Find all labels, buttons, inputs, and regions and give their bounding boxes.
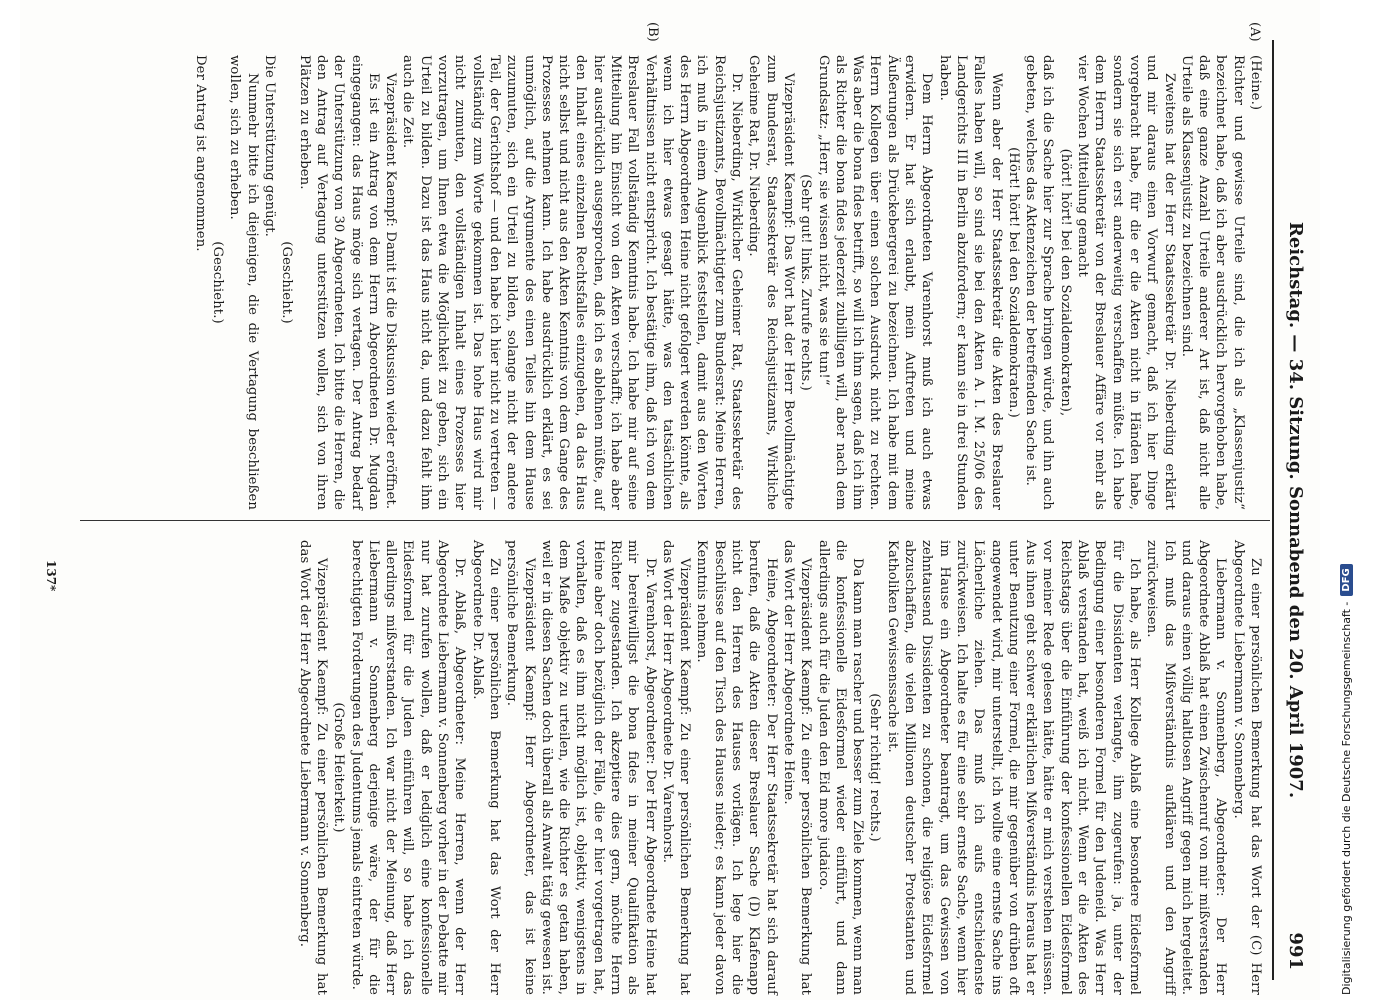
left-column [192,55,1264,510]
left-column-paragraph: (Geschieht.) [279,241,295,324]
right-column-paragraph: Liebermann v. Sonnenberg, Abgeordneter: Der Herr Abgeordnete Ablaß hat einen Zwischenruf von mir mißverstanden und daraus einen völlig haltlosen Angriff gegen mich hergeleitet. Ich muß das Mißverständnis aufklären und den Angriff zurückweisen. [1144,540,1229,995]
left-column-paragraph: (hört! hört! bei den Sozialdemokraten), [1057,148,1073,417]
margin-mark-b: (B) [645,22,660,42]
left-column-paragraph: Nunmehr bitte ich diejenigen, die die Vertagung beschließen wollen, sich zu erheben. [227,55,260,510]
left-column-paragraph: (Sehr gut! links. Zurufe rechts.) [798,174,814,391]
left-column-paragraph: Richter und gewisse Urteile sind, die ich als „Klassenjustiz“ bezeichnet habe, daß ich aber ausdrücklich hervorgehoben habe, daß eine ganze Anzahl Urteile anderer Art ist, daß nicht alle Urteile als Klassenjustiz zu bezeichnen sind. [1178,55,1246,510]
left-column-paragraph: Wenn aber der Herr Staatssekretär die Akten des Breslauer Falles haben will, so sind sie bei den Akten A. I. M. 25/06 des Landgerichts III in Berlin abzufordern; er kann sie in drei Stunden haben. [936,55,1004,510]
right-column-paragraph: Zu einer persönlichen Bemerkung hat das Wort der Herr Abgeordnete Dr. Ablaß. [469,540,502,995]
right-column-paragraph: Ich habe, als Herr Kollege Ablaß eine besondere Eidesformel für die Dissidenten verlangte, ihm zugerufen: ja, unter der Bedingung einer besonderen Formel für den Judeneid. Was Herr Ablaß verstanden hat, weiß ich nicht. Wenn er die Akten des Reichstags über die Einführung der konfessionellen Eidesformel vor meiner Rede gelesen hätte, hätte er mich verstehen müssen. Aus ihnen geht schwer erklärlichen Mißverständnis heraus hat er unter Benutzung einer Formel, die mir gegenüber von drüben oft angewendet wird, mir unterstellt, ich wollte eine ernste Sache ins Lächerliche ziehen. Das muß ich aufs entschiedenste zurückweisen. Ich halte es für eine sehr ernste Sache, wenn hier im Hause ein Abgeordneter beantragt, um das Gewissen von zehntausend Dissidenten zu schonen, die religiöse Eidesformel abzuschaffen, die vielen Millionen deutscher Protestanten und Katholiken Gewissenssache ist. [884,540,1142,995]
left-column-paragraph: (Hört! hört! bei den Sozialdemokraten.) [1005,147,1021,418]
digitization-text: Digitalisierung gefördert durch die Deutsche Forschungsgemeinschaft - [1340,601,1353,995]
right-column-paragraph: Dr. Ablaß, Abgeordneter: Meine Herren, wenn der Herr Abgeordnete Liebermann v. Sonnenberg vorher in der Debatte mir nur hat zurufen wollen, daß er lediglich eine konfessionelle Eidesformel für die Juden einführen will, so habe ich das allerdings mißverstanden. Ich war nicht der Meinung, daß Herr Liebermann v. Sonnenberg derjenige wäre, der für die berechtigten Forderungen des Judentums jemals eintreten würde. [348,540,468,995]
left-column-paragraph: Dem Herrn Abgeordneten Varenhorst muß ich auch etwas erwidern. Er hat sich erlaubt, mein Auftreten und meine Äußerungen als Drückebergerei zu bezeichnen. Ich habe mit dem Herrn Kollegen über einen solchen Ausdruck nicht zu rechten. Was aber die bona fides betrifft, so will ich ihm sagen, daß ich ihm als Richter die bona fides jederzeit zubilligen will, aber nach dem Grundsatz: „Herr, sie wissen nicht, was sie tun!“ [815,55,935,510]
page-header [1278,40,1306,980]
page-number: 991 [1285,932,1306,970]
right-column-paragraph: (Große Heiterkeit.) [331,702,347,833]
header-rule [1272,40,1274,980]
session-title: Reichstag. — 34. Sitzung. Sonnabend den 20. April 1907. [1285,221,1306,799]
column-divider [80,520,1270,521]
right-column-paragraph: (Sehr richtig! rechts.) [867,693,883,842]
sheet-signature: 137* [44,560,58,592]
left-column-paragraph: (Heine.) [1248,55,1263,111]
margin-mark-a: (A) [1247,22,1262,42]
right-column-paragraph: Vizepräsident Kaempf: Zu einer persönlichen Bemerkung hat das Wort der Herr Abgeordnete Heine. [780,540,814,995]
right-column [295,540,1264,995]
left-column-paragraph: Die Unterstützung genügt. [262,55,278,237]
right-column-paragraph: Da kann man rascher und besser zum Ziele kommen, wenn man die konfessionelle Eidesformel wieder einführt, und dann allerdings auch für die Juden den Eid more judaico. [815,540,866,995]
left-column-paragraph: Vizepräsident Kaempf: Das Wort hat der Herr Bevollmächtigte zum Bundesrat, Staatssekretär des Reichsjustizamts, Wirkliche Geheime Rat, Dr. Nieberding. [746,55,796,510]
dfg-logo-icon: DFG [1340,564,1353,595]
left-column-paragraph: daß ich die Sache hier zur Sprache bringen würde, und ihn auch gebeten, welches das Aktenzeichen der betreffenden Sache ist. [1023,55,1056,510]
right-column-paragraph: Vizepräsident Kaempf: Zu einer persönlichen Bemerkung hat das Wort der Herr Abgeordnete Dr. Varenhorst. [659,540,693,995]
right-column-paragraph: Dr. Varenhorst, Abgeordneter: Der Herr Abgeordnete Heine hat mir bereitwilligst die bona fides in meiner Qualifikation als Richter zugestanden. Ich akzeptiere dies gern, möchte Herrn Heine aber doch bezüglich der Fälle, die er hier vorgetragen hat, vorhalten, daß es ihm nicht möglich ist, objektiv, wenigstens in dem Maße objektiv zu urteilen, wie die Richter es getan haben, weil er in diesen Sachen doch überall als Anwalt tätig gewesen ist. [538,540,658,995]
left-column-paragraph: Zweitens hat der Herr Staatssekretär Dr. Nieberding erklärt und mir daraus einen Vorwurf gemacht, daß ich hier Dinge vorgebracht habe, für die er die Akten nicht in Händen habe, sondern sie sich erst anderweitig verschaffen müßte. Ich habe dem Herrn Staatssekretär von der Breslauer Affäre vor mehr als vier Wochen Mitteilung gemacht [1075,55,1177,510]
right-column-paragraph: Zu einer persönlichen Bemerkung hat das Wort der (C) Herr Abgeordnete Liebermann v. Sonnenberg. [1230,540,1263,995]
right-column-paragraph: Vizepräsident Kaempf: Herr Abgeordneter, das ist keine persönliche Bemerkung. [504,540,537,995]
document-page [20,0,1320,1000]
right-column-paragraph: Vizepräsident Kaempf: Zu einer persönlichen Bemerkung hat das Wort der Herr Abgeordnete Liebermann v. Sonnenberg. [296,540,329,995]
left-column-paragraph: Es ist ein Antrag von dem Herrn Abgeordneten Dr. Mugdan eingegangen: das Haus möge sich vertagen. Der Antrag bedarf der Unterstützung von 30 Abgeordneten. Ich bitte die Herren, die den Antrag auf Vertagung unterstützen wollen, sich von ihren Plätzen zu erheben. [296,55,381,510]
right-column-paragraph: Heine, Abgeordneter: Der Herr Staatssekretär hat sich darauf berufen, daß die Akten dieser Breslauer Sache (D) Klafenapp nicht den Herren des Hauses vorlägen. Ich lege hier die Beschlüsse auf den Tisch des Hauses nieder; es kann jeder davon Kenntnis nehmen. [694,540,779,995]
left-column-paragraph: Der Antrag ist angenommen. [192,55,208,252]
left-column-paragraph: Dr. Nieberding, Wirklicher Geheimer Rat, Staatssekretär des Reichsjustizamts, Bevollmächtigter zum Bundesrat: Meine Herren, ich muß in einem Augenblick feststellen, damit aus den Worten des Herrn Abgeordneten Heine nicht gefolgert werden könnte, als wenn ich hier etwas gesagt hätte, was den tatsächlichen Verhältnissen nicht entspricht. Ich bestätige ihm, daß ich von dem Breslauer Fall vollständig Kenntnis habe. Ich habe mir auf seine Mitteilung hin Einsicht von den Akten verschafft; ich habe aber hier ausdrücklich ausgesprochen, daß ich es ablehnen müßte, auf den Inhalt eines einzelnen Rechtsfalles einzugehen, da das Haus nicht selbst und nicht aus den Akten Kenntnis von dem Gange des Prozesses nehmen kann. Ich habe ausdrücklich erklärt, es sei unmöglich, auf die Argumente des einen Teiles hin dem Hause zuzumuten, sich ein Urteil zu bilden, solange nicht der andere Teil, der Gerichtshof — und den habe ich hier nicht zu vertreten — vollständig zum Worte gekommen ist. Das hohe Haus wird mir nicht zumuten, den vollständigen Inhalt eines Prozesses hier vorzutragen, um Ihnen etwa die Möglichkeit zu geben, sich ein Urteil zu bilden. Dazu ist das Haus nicht da, und dazu fehlt ihm auch die Zeit. [400,55,745,511]
left-column-paragraph: (Geschieht.) [210,241,226,324]
left-column-paragraph: Vizepräsident Kaempf: Damit ist die Diskussion wieder eröffnet. [383,73,399,510]
digitization-note [1340,0,1353,995]
